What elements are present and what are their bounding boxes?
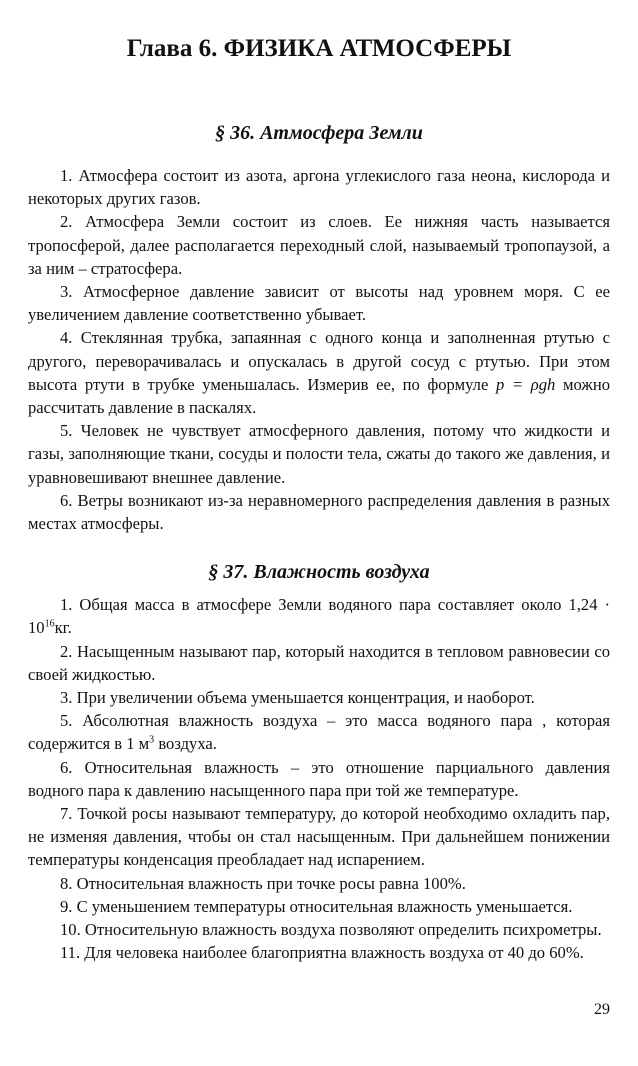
section-37-item-6: 6. Относительная влажность – это отношение парциального давления водного пара к давлению насыщенного пара при той же температуре. [28,757,610,800]
page-number: 29 [594,1001,610,1018]
exponent: 3 [149,734,155,746]
section-37-item-5 [28,709,610,755]
section-36-body [28,164,610,535]
section-37-item-8: 8. Относительная влажность при точке росы равна 100%. [60,873,466,893]
pressure-formula: p = ρgh [495,374,556,394]
section-36-item-6: 6. Ветры возникают из-за неравномерного распределения давления в разных местах атмосферы. [28,490,610,534]
section-36-item-2: 2. Атмосфера Земли состоит из слоев. Ее нижняя часть называется тропосферой, далее располагается переходный слой, называемый тропопаузой, а за ним – стратосфера. [28,212,610,278]
item-1-text: 1. Общая масса в атмосфере Земли водяного пара составляет около 1,24 · 10 [28,595,610,638]
item-4-text: 4. Стеклянная трубка, запаянная с одного конца и заполненная ртутью с другого, переворачивалась и опускалась в другой сосуд с ртутью. При этом высота ртути в трубке уменьшалась. Измерив ее, по формуле [28,328,610,394]
item-4-text-end: можно рассчитать давление в паскалях. [28,374,611,418]
item-5-text-end: воздуха. [158,734,217,754]
section-37-item-10: 10. Относительную влажность воздуха позволяют определить психрометры. [60,920,602,940]
section-36-item-4 [28,326,610,419]
section-37-body [28,593,610,964]
section-37-item-7: 7. Точкой росы называют температуру, до которой необходимо охладить пар, не изменяя давления, чтобы он стал насыщенным. При дальнейшем понижении температуры конденсация преобладает над испарением. [28,804,610,870]
exponent: 16 [44,618,55,630]
item-5-text: 5. Абсолютная влажность воздуха – это масса водяного пара , которая содержится в 1 м [28,711,610,754]
section-36-item-1: 1. Атмосфера состоит из азота, аргона углекислого газа неона, кислорода и некоторых других газов. [28,166,610,209]
section-37-item-11: 11. Для человека наиболее благоприятна влажность воздуха от 40 до 60%. [60,943,584,963]
section-36-title: § 36. Атмосфера Земли [215,122,423,144]
section-36-item-3: 3. Атмосферное давление зависит от высоты над уровнем моря. С ее увеличением давление соответственно убывает. [28,282,610,325]
item-1-unit: кг. [54,618,72,638]
section-37-title: § 37. Влажность воздуха [208,561,430,584]
book-page [28,0,610,965]
section-36-item-5: 5. Человек не чувствует атмосферного давления, потому что жидкости и газы, заполняющие ткани, сосуды и полости тела, сжаты до такого же давления, и уравновешивают внешнее давление. [28,421,610,487]
chapter-title: Глава 6. ФИЗИКА АТМОСФЕРЫ [126,35,512,62]
section-37-item-1 [28,593,610,639]
section-37-item-3: 3. При увеличении объема уменьшается концентрация, и наоборот. [60,688,535,708]
section-37-item-2: 2. Насыщенным называют пар, который находится в тепловом равновесии со своей жидкостью. [28,641,610,684]
section-37-item-9: 9. С уменьшением температуры относительная влажность уменьшается. [60,896,573,916]
